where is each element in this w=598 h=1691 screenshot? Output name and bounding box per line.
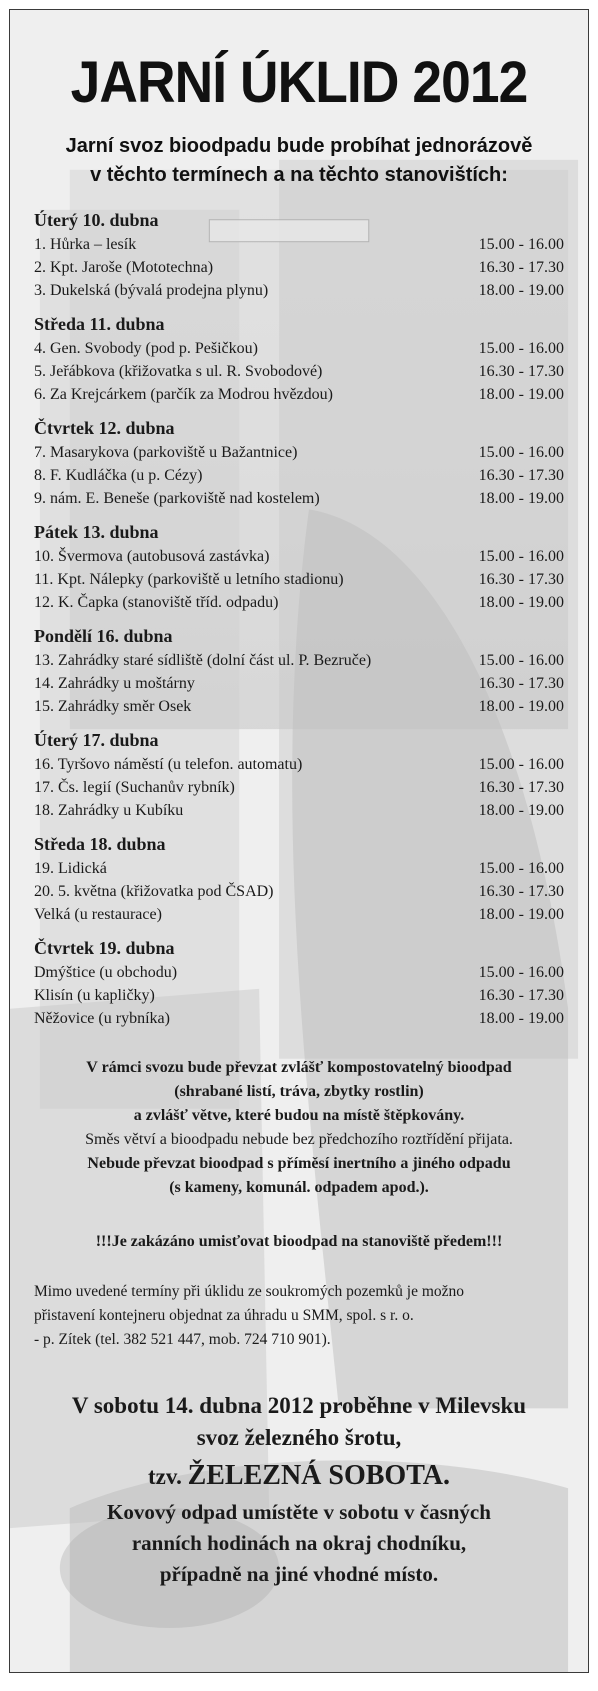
schedule-row bbox=[34, 337, 564, 360]
schedule-row bbox=[34, 383, 564, 406]
time: 16.30 - 17.30 bbox=[478, 987, 564, 1004]
notice-line: V rámci svozu bude převzat zvlášť kompostovatelný bioodpad bbox=[86, 1059, 512, 1076]
time: 15.00 - 16.00 bbox=[478, 964, 564, 981]
schedule-day bbox=[34, 936, 564, 1030]
time: 16.30 - 17.30 bbox=[478, 571, 564, 588]
iron-line: V sobotu 14. dubna 2012 proběhne v Milevsku bbox=[71, 1393, 527, 1418]
schedule-row bbox=[34, 961, 564, 984]
schedule-row bbox=[34, 545, 564, 568]
subtitle-line: v těchto termínech a na těchto stanovištích: bbox=[90, 164, 508, 186]
schedule-day bbox=[34, 416, 564, 510]
subtitle-line: Jarní svoz bioodpadu bude probíhat jednorázově bbox=[65, 135, 533, 157]
day-name: Čtvrtek 19. dubna bbox=[34, 938, 175, 958]
time: 18.00 - 19.00 bbox=[478, 490, 564, 507]
notice-line: (s kameny, komunál. odpadem apod.). bbox=[169, 1179, 429, 1196]
location: 5. Jeřábkova (křižovatka s ul. R. Svobodové) bbox=[34, 363, 323, 380]
schedule-row bbox=[34, 695, 564, 718]
location: 13. Zahrádky staré sídliště (dolní část ul. P. Bezruče) bbox=[34, 652, 372, 669]
iron-suffix: . bbox=[443, 1460, 451, 1491]
container-info bbox=[34, 1280, 564, 1352]
schedule-row bbox=[34, 279, 564, 302]
location: Dmýštice (u obchodu) bbox=[34, 964, 178, 981]
location: Velká (u restaurace) bbox=[34, 906, 162, 923]
schedule-day bbox=[34, 208, 564, 302]
time: 16.30 - 17.30 bbox=[478, 883, 564, 900]
time: 16.30 - 17.30 bbox=[478, 467, 564, 484]
time: 18.00 - 19.00 bbox=[478, 906, 564, 923]
location: 17. Čs. legií (Suchanův rybník) bbox=[34, 779, 235, 796]
location: 1. Hůrka – lesík bbox=[34, 236, 137, 253]
time: 16.30 - 17.30 bbox=[478, 259, 564, 276]
time: 18.00 - 19.00 bbox=[478, 386, 564, 403]
time: 15.00 - 16.00 bbox=[478, 652, 564, 669]
iron-line: svoz železného šrotu, bbox=[196, 1425, 402, 1450]
schedule-row bbox=[34, 441, 564, 464]
day-name: Úterý 10. dubna bbox=[34, 210, 159, 230]
bioodpad-notice bbox=[34, 1056, 564, 1200]
schedule bbox=[34, 208, 564, 1030]
time: 18.00 - 19.00 bbox=[478, 1010, 564, 1027]
location: 18. Zahrádky u Kubíku bbox=[34, 802, 184, 819]
location: 15. Zahrádky směr Osek bbox=[34, 698, 192, 715]
schedule-row bbox=[34, 487, 564, 510]
schedule-day bbox=[34, 832, 564, 926]
schedule-row bbox=[34, 672, 564, 695]
schedule-row bbox=[34, 857, 564, 880]
info-line: přistavení kontejneru objednat za úhradu u SMM, spol. s r. o. bbox=[34, 1307, 414, 1324]
time: 15.00 - 16.00 bbox=[478, 756, 564, 773]
day-name: Středa 18. dubna bbox=[34, 834, 166, 854]
day-name: Pátek 13. dubna bbox=[34, 522, 159, 542]
schedule-row bbox=[34, 1007, 564, 1030]
location: 14. Zahrádky u moštárny bbox=[34, 675, 195, 692]
iron-prefix: tzv. bbox=[147, 1464, 188, 1489]
schedule-row bbox=[34, 903, 564, 926]
time: 18.00 - 19.00 bbox=[478, 698, 564, 715]
iron-name-line bbox=[34, 1456, 564, 1497]
schedule-day bbox=[34, 312, 564, 406]
location: 8. F. Kudláčka (u p. Cézy) bbox=[34, 467, 203, 484]
subtitle bbox=[34, 132, 564, 190]
location: 7. Masarykova (parkoviště u Bažantnice) bbox=[34, 444, 298, 461]
iron-line: případně na jiné vhodné místo. bbox=[159, 1562, 439, 1586]
location: 9. nám. E. Beneše (parkoviště nad kostelem) bbox=[34, 490, 320, 507]
poster bbox=[9, 9, 589, 1673]
time: 18.00 - 19.00 bbox=[478, 282, 564, 299]
info-line: - p. Zítek (tel. 382 521 447, mob. 724 710 901). bbox=[34, 1331, 331, 1348]
location: 20. 5. května (křižovatka pod ČSAD) bbox=[34, 883, 274, 900]
schedule-row bbox=[34, 776, 564, 799]
location: 10. Švermova (autobusová zastávka) bbox=[34, 548, 270, 565]
location: Něžovice (u rybníka) bbox=[34, 1010, 170, 1027]
iron-saturday bbox=[34, 1390, 564, 1590]
time: 15.00 - 16.00 bbox=[478, 860, 564, 877]
location: 6. Za Krejcárkem (parčík za Modrou hvězdou) bbox=[34, 386, 333, 403]
location: Klisín (u kapličky) bbox=[34, 987, 155, 1004]
location: 16. Tyršovo náměstí (u telefon. automatu) bbox=[34, 756, 303, 773]
schedule-row bbox=[34, 984, 564, 1007]
poster-title: JARNÍ ÚKLID 2012 bbox=[70, 50, 528, 115]
schedule-day bbox=[34, 624, 564, 718]
time: 15.00 - 16.00 bbox=[478, 444, 564, 461]
iron-line: Kovový odpad umístěte v sobotu v časných bbox=[107, 1500, 491, 1524]
time: 15.00 - 16.00 bbox=[478, 340, 564, 357]
notice-line: (shrabané listí, tráva, zbytky rostlin) bbox=[174, 1083, 424, 1100]
schedule-day bbox=[34, 520, 564, 614]
warning-text: !!!Je zakázáno umisťovat bioodpad na stanoviště předem!!! bbox=[95, 1233, 503, 1250]
info-line: Mimo uvedené termíny při úklidu ze soukromých pozemků je možno bbox=[34, 1283, 465, 1300]
schedule-row bbox=[34, 591, 564, 614]
schedule-row bbox=[34, 799, 564, 822]
time: 15.00 - 16.00 bbox=[478, 548, 564, 565]
iron-line: ranních hodinách na okraj chodníku, bbox=[131, 1531, 467, 1555]
notice-line: a zvlášť větve, které budou na místě štěpkovány. bbox=[133, 1107, 465, 1124]
schedule-row bbox=[34, 360, 564, 383]
schedule-day bbox=[34, 728, 564, 822]
day-name: Úterý 17. dubna bbox=[34, 730, 159, 750]
schedule-row bbox=[34, 256, 564, 279]
location: 2. Kpt. Jaroše (Mototechna) bbox=[34, 259, 214, 276]
time: 16.30 - 17.30 bbox=[478, 779, 564, 796]
location: 11. Kpt. Nálepky (parkoviště u letního stadionu) bbox=[34, 571, 344, 588]
day-name: Pondělí 16. dubna bbox=[34, 626, 173, 646]
schedule-row bbox=[34, 880, 564, 903]
schedule-row bbox=[34, 649, 564, 672]
location: 19. Lidická bbox=[34, 860, 107, 877]
schedule-row bbox=[34, 568, 564, 591]
time: 18.00 - 19.00 bbox=[478, 594, 564, 611]
location: 3. Dukelská (bývalá prodejna plynu) bbox=[34, 282, 269, 299]
schedule-row bbox=[34, 464, 564, 487]
time: 15.00 - 16.00 bbox=[478, 236, 564, 253]
schedule-row bbox=[34, 233, 564, 256]
iron-name: ŽELEZNÁ SOBOTA bbox=[187, 1460, 444, 1491]
day-name: Čtvrtek 12. dubna bbox=[34, 418, 175, 438]
time: 16.30 - 17.30 bbox=[478, 675, 564, 692]
day-name: Středa 11. dubna bbox=[34, 314, 165, 334]
location: 12. K. Čapka (stanoviště tříd. odpadu) bbox=[34, 594, 279, 611]
notice-line: Nebude převzat bioodpad s příměsí inertního a jiného odpadu bbox=[87, 1155, 511, 1172]
time: 16.30 - 17.30 bbox=[478, 363, 564, 380]
notice-line: Směs větví a bioodpadu nebude bez předchozího roztřídění přijata. bbox=[85, 1131, 513, 1148]
schedule-row bbox=[34, 753, 564, 776]
time: 18.00 - 19.00 bbox=[478, 802, 564, 819]
location: 4. Gen. Svobody (pod p. Pešičkou) bbox=[34, 340, 258, 357]
